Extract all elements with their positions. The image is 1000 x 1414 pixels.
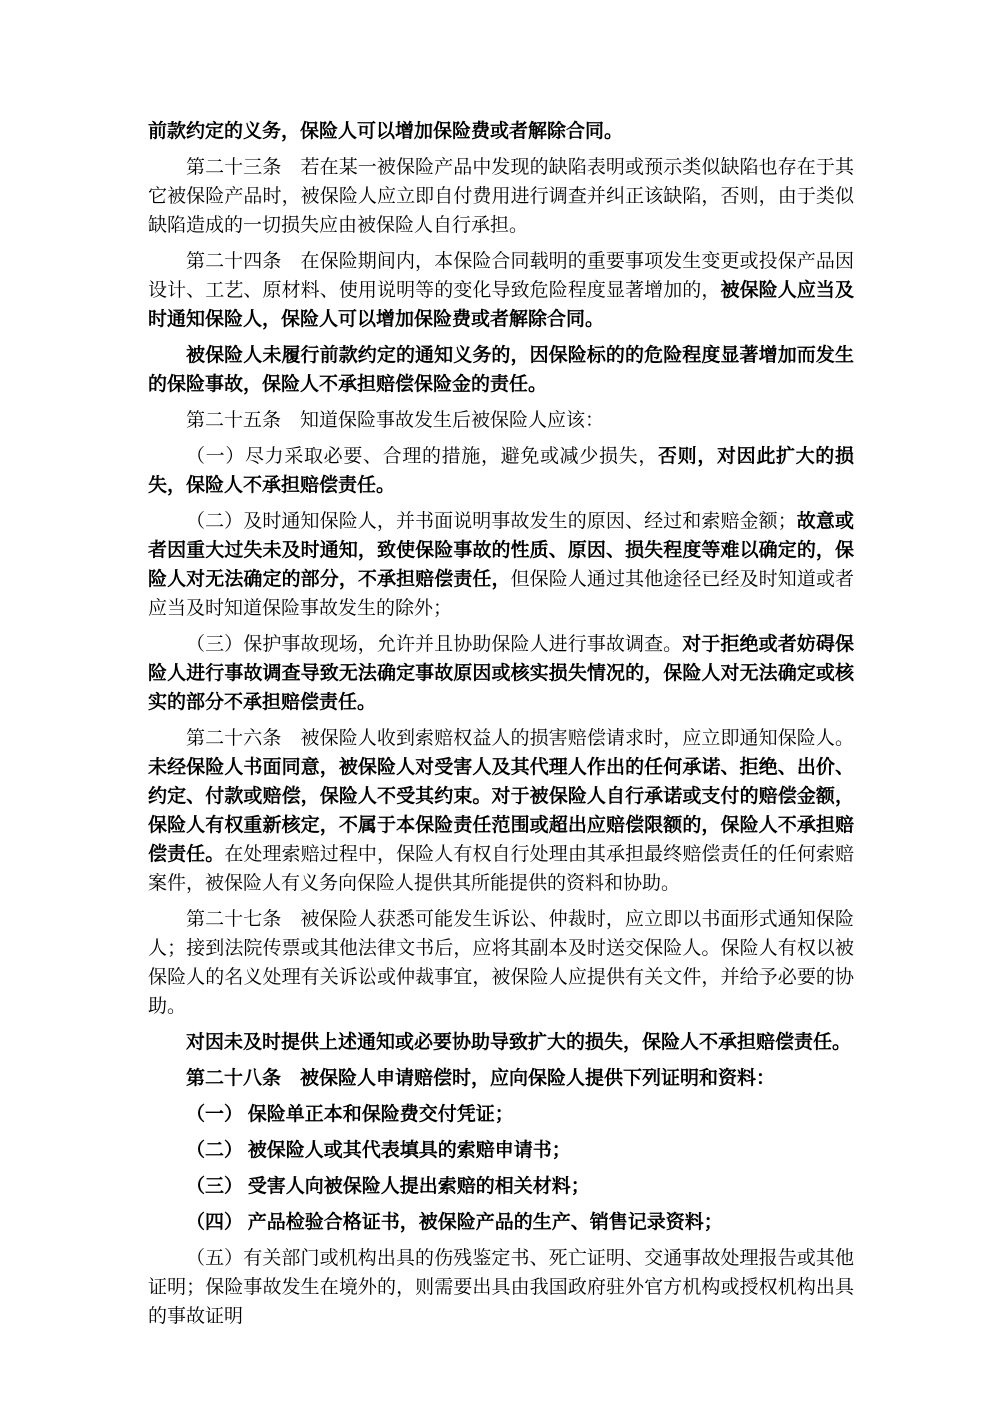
paragraph — [148, 153, 854, 240]
bold-text-run: 前款约定的义务，保险人可以增加保险费或者解除合同。 — [148, 121, 624, 142]
paragraph — [148, 1064, 854, 1093]
paragraph — [148, 117, 854, 146]
paragraph — [148, 406, 854, 435]
bold-text-run: （四） 产品检验合格证书，被保险产品的生产、销售记录资料； — [186, 1212, 723, 1233]
text-run: 第二十六条 被保险人收到索赔权益人的损害赔偿请求时，应立即通知保险人。 — [186, 728, 854, 749]
paragraph — [148, 1208, 854, 1237]
text-run: 但保险人通过其他途径已经及时知道或者应当及时知道保险事故发生的除外； — [148, 569, 854, 619]
bold-text-run: 对因未及时提供上述通知或必要协助导致扩大的损失，保险人不承担赔偿责任。 — [186, 1032, 852, 1053]
text-run: 第二十五条 知道保险事故发生后被保险人应该： — [186, 410, 605, 431]
bold-text-run: 被保险人未履行前款约定的通知义务的，因保险标的的危险程度显著增加而发生的保险事故，保险人不承担赔偿保险金的责任。 — [148, 345, 854, 395]
document-text-block — [148, 117, 854, 1331]
bold-text-run: 未经保险人书面同意，被保险人对受害人及其代理人作出的任何承诺、拒绝、出价、约定、付款或赔偿，保险人不受其约束。对于被保险人自行承诺或支付的赔偿金额，保险人有权重新核定，不属于本保险责任范围或超出应赔偿限额的，保险人不承担赔偿责任。 — [148, 757, 854, 865]
paragraph — [148, 442, 854, 500]
paragraph — [148, 1244, 854, 1331]
paragraph — [148, 1100, 854, 1129]
paragraph — [148, 507, 854, 623]
text-run: 第二十三条 若在某一被保险产品中发现的缺陷表明或预示类似缺陷也存在于其它被保险产品时，被保险人应立即自付费用进行调查并纠正该缺陷，否则，由于类似缺陷造成的一切损失应由被保险人自行承担。 — [148, 157, 854, 236]
bold-text-run: （二） 被保险人或其代表填具的索赔申请书； — [186, 1140, 571, 1161]
bold-text-run: 否则，对因此扩大的损失，保险人不承担赔偿责任。 — [148, 446, 854, 496]
text-run: （一）尽力采取必要、合理的措施，避免或减少损失， — [186, 446, 658, 467]
bold-text-run: 故意或者因重大过失未及时通知，致使保险事故的性质、原因、损失程度等难以确定的，保险人对无法确定的部分，不承担赔偿责任， — [148, 511, 854, 590]
paragraph — [148, 247, 854, 334]
bold-text-run: 对于拒绝或者妨碍保险人进行事故调查导致无法确定事故原因或核实损失情况的，保险人对无法确定或核实的部分不承担赔偿责任。 — [148, 634, 854, 713]
text-run: 第二十七条 被保险人获悉可能发生诉讼、仲裁时，应立即以书面形式通知保险人；接到法院传票或其他法律文书后，应将其副本及时送交保险人。保险人有权以被保险人的名义处理有关诉讼或仲裁事宜，被保险人应提供有关文件，并给予必要的协助。 — [148, 909, 854, 1017]
text-run: 第二十四条 在保险期间内，本保险合同载明的重要事项发生变更或投保产品因设计、工艺、原材料、使用说明等的变化导致危险程度显著增加的， — [148, 251, 854, 301]
bold-text-run: （一） 保险单正本和保险费交付凭证； — [186, 1104, 514, 1125]
text-run: 在处理索赔过程中，保险人有权自行处理由其承担最终赔偿责任的任何索赔案件，被保险人有义务向保险人提供其所能提供的资料和协助。 — [148, 844, 854, 894]
text-run: （二）及时通知保险人，并书面说明事故发生的原因、经过和索赔金额； — [186, 511, 797, 532]
text-run: （三）保护事故现场，允许并且协助保险人进行事故调查。 — [186, 634, 683, 655]
text-run: （五）有关部门或机构出具的伤残鉴定书、死亡证明、交通事故处理报告或其他证明；保险事故发生在境外的，则需要出具由我国政府驻外官方机构或授权机构出具的事故证明 — [148, 1248, 854, 1327]
paragraph — [148, 341, 854, 399]
paragraph — [148, 905, 854, 1021]
paragraph — [148, 630, 854, 717]
bold-text-run: （三） 受害人向被保险人提出索赔的相关材料； — [186, 1176, 590, 1197]
paragraph — [148, 724, 854, 898]
bold-text-run: 第二十八条 被保险人申请赔偿时，应向保险人提供下列证明和资料： — [186, 1068, 776, 1089]
paragraph — [148, 1172, 854, 1201]
bold-text-run: 被保险人应当及时通知保险人，保险人可以增加保险费或者解除合同。 — [148, 280, 854, 330]
paragraph — [148, 1028, 854, 1057]
paragraph — [148, 1136, 854, 1165]
